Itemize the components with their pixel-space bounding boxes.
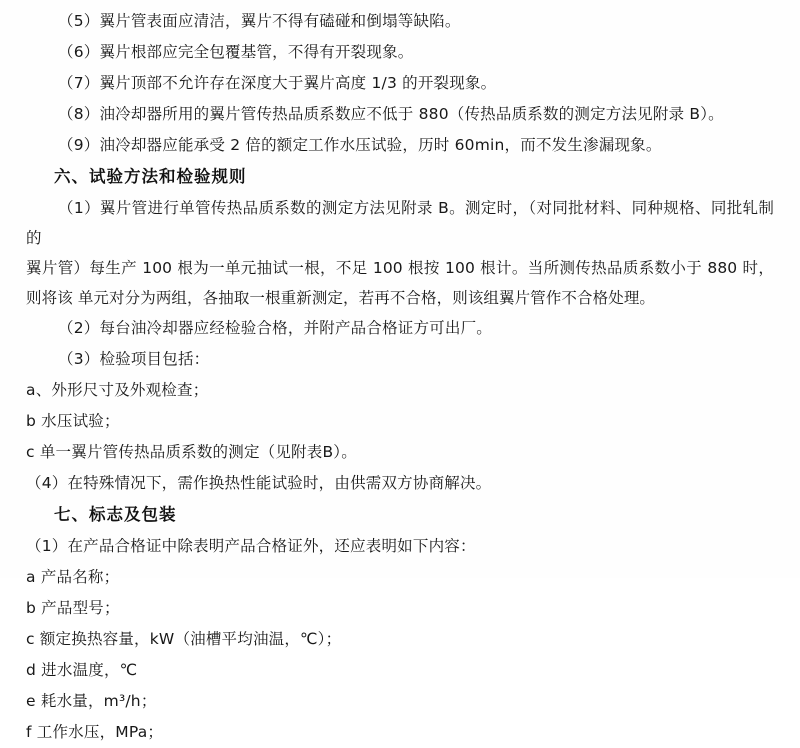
list-line-item8: （8）油冷却器所用的翼片管传热品质系数应不低于 880（传热品质系数的测定方法见附录 B）。 xyxy=(58,105,724,123)
list-line-para4: （4）在特殊情况下，需作换热性能试验时，由供需双方协商解决。 xyxy=(26,474,492,492)
paragraph-test-method xyxy=(26,193,774,313)
marking-item-b: b 产品型号； xyxy=(26,599,120,617)
sub-item-a: a、外形尺寸及外观检查； xyxy=(26,381,209,399)
marking-item-c: c 额定换热容量，kW（油槽平均油温，℃）； xyxy=(26,630,342,648)
section-heading-seven: 七、标志及包装 xyxy=(54,505,177,524)
sub-item-c: c 单一翼片管传热品质系数的测定（见附表B）。 xyxy=(26,443,357,461)
section-heading-six: 六、试验方法和检验规则 xyxy=(54,167,247,186)
marking-item-e: e 耗水量，m³/h； xyxy=(26,692,157,710)
sub-item-b: b 水压试验； xyxy=(26,412,120,430)
list-line-para2: （2）每台油冷却器应经检验合格，并附产品合格证方可出厂。 xyxy=(58,319,492,337)
list-line-para3: （3）检验项目包括： xyxy=(58,350,210,368)
paragraph-first-line: （1）翼片管进行单管传热品质系数的测定方法见附录 B。测定时，（对同批材料、同种规格、同批轧制的 xyxy=(26,199,775,247)
list-line-item6: （6）翼片根部应完全包覆基管，不得有开裂现象。 xyxy=(58,43,414,61)
list-line-item9: （9）油冷却器应能承受 2 倍的额定工作水压试验，历时 60min，而不发生渗漏现象。 xyxy=(58,136,662,154)
marking-item-a: a 产品名称； xyxy=(26,568,120,586)
marking-item-f: f 工作水压，MPa； xyxy=(26,723,164,741)
marking-line-1: （1）在产品合格证中除表明产品合格证外，还应表明如下内容： xyxy=(26,537,476,555)
list-line-item7: （7）翼片顶部不允许存在深度大于翼片高度 1/3 的开裂现象。 xyxy=(58,74,497,92)
list-line-item5: （5）翼片管表面应清洁，翼片不得有磕碰和倒塌等缺陷。 xyxy=(58,12,461,30)
marking-item-d: d 进水温度，℃ xyxy=(26,661,138,679)
paragraph-continuation: 翼片管）每生产 100 根为一单元抽试一根，不足 100 根按 100 根计。当所测传热品质系数小于 880 时，则将该 单元对分为两组，各抽取一根重新测定，若再不合格，则该组翼片管作不合格处理。 xyxy=(26,259,774,307)
